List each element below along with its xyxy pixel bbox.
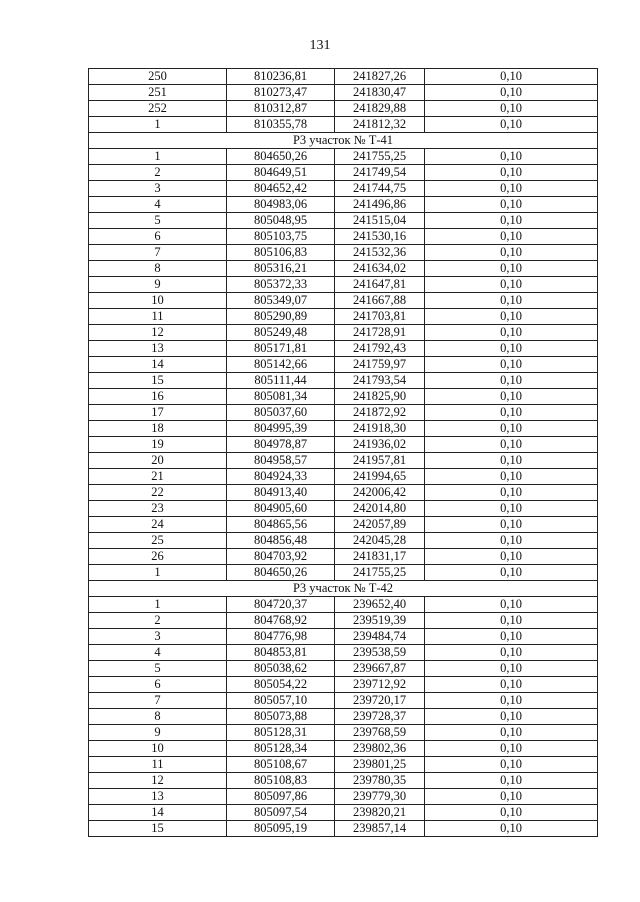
accuracy-cell: 0,10 — [425, 309, 598, 325]
y-coordinate-cell: 241872,92 — [335, 405, 425, 421]
point-number-cell: 17 — [89, 405, 227, 421]
x-coordinate-cell: 804652,42 — [227, 181, 335, 197]
y-coordinate-cell: 241634,02 — [335, 261, 425, 277]
point-number-cell: 4 — [89, 645, 227, 661]
x-coordinate-cell: 810355,78 — [227, 117, 335, 133]
accuracy-cell: 0,10 — [425, 245, 598, 261]
table-row — [89, 437, 598, 453]
x-coordinate-cell: 805128,34 — [227, 741, 335, 757]
y-coordinate-cell: 241830,47 — [335, 85, 425, 101]
x-coordinate-cell: 805081,34 — [227, 389, 335, 405]
point-number-cell: 9 — [89, 277, 227, 293]
accuracy-cell: 0,10 — [425, 789, 598, 805]
point-number-cell: 7 — [89, 693, 227, 709]
x-coordinate-cell: 804649,51 — [227, 165, 335, 181]
section-title: Р3 участок № Т-42 — [89, 581, 598, 597]
table-row — [89, 677, 598, 693]
table-row — [89, 373, 598, 389]
x-coordinate-cell: 805316,21 — [227, 261, 335, 277]
y-coordinate-cell: 241667,88 — [335, 293, 425, 309]
point-number-cell: 11 — [89, 757, 227, 773]
x-coordinate-cell: 805048,95 — [227, 213, 335, 229]
accuracy-cell: 0,10 — [425, 501, 598, 517]
table-row — [89, 245, 598, 261]
accuracy-cell: 0,10 — [425, 773, 598, 789]
accuracy-cell: 0,10 — [425, 181, 598, 197]
x-coordinate-cell: 804983,06 — [227, 197, 335, 213]
x-coordinate-cell: 804913,40 — [227, 485, 335, 501]
y-coordinate-cell: 241532,36 — [335, 245, 425, 261]
point-number-cell: 24 — [89, 517, 227, 533]
point-number-cell: 12 — [89, 773, 227, 789]
table-row — [89, 661, 598, 677]
accuracy-cell: 0,10 — [425, 389, 598, 405]
table-row — [89, 213, 598, 229]
y-coordinate-cell: 239652,40 — [335, 597, 425, 613]
y-coordinate-cell: 241792,43 — [335, 341, 425, 357]
y-coordinate-cell: 241994,65 — [335, 469, 425, 485]
point-number-cell: 10 — [89, 741, 227, 757]
section-title: Р3 участок № Т-41 — [89, 133, 598, 149]
y-coordinate-cell: 241827,26 — [335, 69, 425, 85]
accuracy-cell: 0,10 — [425, 373, 598, 389]
table-row — [89, 165, 598, 181]
accuracy-cell: 0,10 — [425, 421, 598, 437]
x-coordinate-cell: 805106,83 — [227, 245, 335, 261]
table-row — [89, 613, 598, 629]
accuracy-cell: 0,10 — [425, 693, 598, 709]
point-number-cell: 22 — [89, 485, 227, 501]
x-coordinate-cell: 805111,44 — [227, 373, 335, 389]
accuracy-cell: 0,10 — [425, 645, 598, 661]
x-coordinate-cell: 805171,81 — [227, 341, 335, 357]
point-number-cell: 5 — [89, 213, 227, 229]
accuracy-cell: 0,10 — [425, 629, 598, 645]
point-number-cell: 13 — [89, 789, 227, 805]
point-number-cell: 6 — [89, 229, 227, 245]
table-row — [89, 293, 598, 309]
point-number-cell: 2 — [89, 165, 227, 181]
table-row — [89, 597, 598, 613]
x-coordinate-cell: 805128,31 — [227, 725, 335, 741]
table-row — [89, 325, 598, 341]
x-coordinate-cell: 810236,81 — [227, 69, 335, 85]
y-coordinate-cell: 241496,86 — [335, 197, 425, 213]
y-coordinate-cell: 239720,17 — [335, 693, 425, 709]
point-number-cell: 10 — [89, 293, 227, 309]
page-number: 131 — [309, 38, 331, 53]
accuracy-cell: 0,10 — [425, 469, 598, 485]
accuracy-cell: 0,10 — [425, 485, 598, 501]
y-coordinate-cell: 241825,90 — [335, 389, 425, 405]
table-row — [89, 101, 598, 117]
point-number-cell: 9 — [89, 725, 227, 741]
accuracy-cell: 0,10 — [425, 613, 598, 629]
accuracy-cell: 0,10 — [425, 69, 598, 85]
table-row — [89, 405, 598, 421]
table-row — [89, 453, 598, 469]
x-coordinate-cell: 804703,92 — [227, 549, 335, 565]
y-coordinate-cell: 239801,25 — [335, 757, 425, 773]
table-row — [89, 181, 598, 197]
table-row — [89, 357, 598, 373]
accuracy-cell: 0,10 — [425, 533, 598, 549]
y-coordinate-cell: 241515,04 — [335, 213, 425, 229]
x-coordinate-cell: 804905,60 — [227, 501, 335, 517]
point-number-cell: 1 — [89, 597, 227, 613]
accuracy-cell: 0,10 — [425, 357, 598, 373]
y-coordinate-cell: 239779,30 — [335, 789, 425, 805]
accuracy-cell: 0,10 — [425, 197, 598, 213]
table-row — [89, 725, 598, 741]
table-row — [89, 805, 598, 821]
accuracy-cell: 0,10 — [425, 213, 598, 229]
accuracy-cell: 0,10 — [425, 341, 598, 357]
x-coordinate-cell: 805290,89 — [227, 309, 335, 325]
accuracy-cell: 0,10 — [425, 437, 598, 453]
y-coordinate-cell: 242014,80 — [335, 501, 425, 517]
accuracy-cell: 0,10 — [425, 101, 598, 117]
accuracy-cell: 0,10 — [425, 277, 598, 293]
x-coordinate-cell: 804768,92 — [227, 613, 335, 629]
accuracy-cell: 0,10 — [425, 709, 598, 725]
x-coordinate-cell: 810312,87 — [227, 101, 335, 117]
table-row — [89, 773, 598, 789]
x-coordinate-cell: 804776,98 — [227, 629, 335, 645]
point-number-cell: 11 — [89, 309, 227, 325]
point-number-cell: 15 — [89, 373, 227, 389]
accuracy-cell: 0,10 — [425, 805, 598, 821]
y-coordinate-cell: 241793,54 — [335, 373, 425, 389]
accuracy-cell: 0,10 — [425, 517, 598, 533]
table-row — [89, 117, 598, 133]
accuracy-cell: 0,10 — [425, 405, 598, 421]
accuracy-cell: 0,10 — [425, 85, 598, 101]
accuracy-cell: 0,10 — [425, 261, 598, 277]
x-coordinate-cell: 805142,66 — [227, 357, 335, 373]
accuracy-cell: 0,10 — [425, 453, 598, 469]
accuracy-cell: 0,10 — [425, 757, 598, 773]
x-coordinate-cell: 805108,67 — [227, 757, 335, 773]
table-row — [89, 741, 598, 757]
y-coordinate-cell: 241530,16 — [335, 229, 425, 245]
y-coordinate-cell: 241812,32 — [335, 117, 425, 133]
point-number-cell: 3 — [89, 629, 227, 645]
table-row — [89, 709, 598, 725]
table-row — [89, 757, 598, 773]
y-coordinate-cell: 239802,36 — [335, 741, 425, 757]
point-number-cell: 20 — [89, 453, 227, 469]
y-coordinate-cell: 239857,14 — [335, 821, 425, 837]
y-coordinate-cell: 241647,81 — [335, 277, 425, 293]
x-coordinate-cell: 804995,39 — [227, 421, 335, 437]
x-coordinate-cell: 804853,81 — [227, 645, 335, 661]
x-coordinate-cell: 805372,33 — [227, 277, 335, 293]
x-coordinate-cell: 804720,37 — [227, 597, 335, 613]
point-number-cell: 2 — [89, 613, 227, 629]
x-coordinate-cell: 804958,57 — [227, 453, 335, 469]
x-coordinate-cell: 804650,26 — [227, 149, 335, 165]
table-row — [89, 501, 598, 517]
table-row — [89, 517, 598, 533]
accuracy-cell: 0,10 — [425, 229, 598, 245]
x-coordinate-cell: 805037,60 — [227, 405, 335, 421]
y-coordinate-cell: 239780,35 — [335, 773, 425, 789]
x-coordinate-cell: 804856,48 — [227, 533, 335, 549]
point-number-cell: 8 — [89, 261, 227, 277]
accuracy-cell: 0,10 — [425, 661, 598, 677]
y-coordinate-cell: 241918,30 — [335, 421, 425, 437]
table-row — [89, 69, 598, 85]
table-row — [89, 565, 598, 581]
point-number-cell: 25 — [89, 533, 227, 549]
point-number-cell: 1 — [89, 149, 227, 165]
table-row — [89, 85, 598, 101]
point-number-cell: 6 — [89, 677, 227, 693]
y-coordinate-cell: 241703,81 — [335, 309, 425, 325]
point-number-cell: 14 — [89, 805, 227, 821]
accuracy-cell: 0,10 — [425, 293, 598, 309]
point-number-cell: 8 — [89, 709, 227, 725]
table-row — [89, 261, 598, 277]
point-number-cell: 1 — [89, 117, 227, 133]
y-coordinate-cell: 239538,59 — [335, 645, 425, 661]
accuracy-cell: 0,10 — [425, 725, 598, 741]
accuracy-cell: 0,10 — [425, 165, 598, 181]
table-row — [89, 229, 598, 245]
x-coordinate-cell: 805054,22 — [227, 677, 335, 693]
accuracy-cell: 0,10 — [425, 117, 598, 133]
point-number-cell: 19 — [89, 437, 227, 453]
x-coordinate-cell: 804865,56 — [227, 517, 335, 533]
accuracy-cell: 0,10 — [425, 565, 598, 581]
y-coordinate-cell: 241755,25 — [335, 565, 425, 581]
point-number-cell: 3 — [89, 181, 227, 197]
point-number-cell: 15 — [89, 821, 227, 837]
accuracy-cell: 0,10 — [425, 741, 598, 757]
point-number-cell: 16 — [89, 389, 227, 405]
x-coordinate-cell: 804650,26 — [227, 565, 335, 581]
point-number-cell: 252 — [89, 101, 227, 117]
table-row — [89, 645, 598, 661]
coordinates-table — [88, 68, 598, 837]
table-row — [89, 789, 598, 805]
point-number-cell: 4 — [89, 197, 227, 213]
table-row — [89, 821, 598, 837]
section-header-row — [89, 133, 598, 149]
table-row — [89, 277, 598, 293]
point-number-cell: 14 — [89, 357, 227, 373]
x-coordinate-cell: 804978,87 — [227, 437, 335, 453]
table-row — [89, 469, 598, 485]
y-coordinate-cell: 242006,42 — [335, 485, 425, 501]
table-row — [89, 421, 598, 437]
point-number-cell: 26 — [89, 549, 227, 565]
y-coordinate-cell: 241728,91 — [335, 325, 425, 341]
coordinates-table-wrapper — [88, 68, 597, 837]
y-coordinate-cell: 241744,75 — [335, 181, 425, 197]
point-number-cell: 251 — [89, 85, 227, 101]
section-header-row — [89, 581, 598, 597]
point-number-cell: 7 — [89, 245, 227, 261]
y-coordinate-cell: 241957,81 — [335, 453, 425, 469]
table-row — [89, 629, 598, 645]
x-coordinate-cell: 805095,19 — [227, 821, 335, 837]
coordinates-table-body — [89, 69, 598, 837]
accuracy-cell: 0,10 — [425, 325, 598, 341]
y-coordinate-cell: 241831,17 — [335, 549, 425, 565]
point-number-cell: 12 — [89, 325, 227, 341]
x-coordinate-cell: 805057,10 — [227, 693, 335, 709]
x-coordinate-cell: 805073,88 — [227, 709, 335, 725]
point-number-cell: 1 — [89, 565, 227, 581]
table-row — [89, 485, 598, 501]
y-coordinate-cell: 239712,92 — [335, 677, 425, 693]
x-coordinate-cell: 805108,83 — [227, 773, 335, 789]
y-coordinate-cell: 241749,54 — [335, 165, 425, 181]
y-coordinate-cell: 239768,59 — [335, 725, 425, 741]
point-number-cell: 18 — [89, 421, 227, 437]
y-coordinate-cell: 239484,74 — [335, 629, 425, 645]
point-number-cell: 13 — [89, 341, 227, 357]
x-coordinate-cell: 805349,07 — [227, 293, 335, 309]
y-coordinate-cell: 241936,02 — [335, 437, 425, 453]
point-number-cell: 23 — [89, 501, 227, 517]
x-coordinate-cell: 810273,47 — [227, 85, 335, 101]
y-coordinate-cell: 242057,89 — [335, 517, 425, 533]
y-coordinate-cell: 241759,97 — [335, 357, 425, 373]
accuracy-cell: 0,10 — [425, 149, 598, 165]
x-coordinate-cell: 805103,75 — [227, 229, 335, 245]
y-coordinate-cell: 241755,25 — [335, 149, 425, 165]
y-coordinate-cell: 239728,37 — [335, 709, 425, 725]
accuracy-cell: 0,10 — [425, 597, 598, 613]
x-coordinate-cell: 805097,54 — [227, 805, 335, 821]
table-row — [89, 197, 598, 213]
x-coordinate-cell: 805097,86 — [227, 789, 335, 805]
table-row — [89, 309, 598, 325]
table-row — [89, 341, 598, 357]
y-coordinate-cell: 239519,39 — [335, 613, 425, 629]
x-coordinate-cell: 805249,48 — [227, 325, 335, 341]
table-row — [89, 149, 598, 165]
point-number-cell: 5 — [89, 661, 227, 677]
table-row — [89, 549, 598, 565]
y-coordinate-cell: 241829,88 — [335, 101, 425, 117]
x-coordinate-cell: 805038,62 — [227, 661, 335, 677]
point-number-cell: 250 — [89, 69, 227, 85]
point-number-cell: 21 — [89, 469, 227, 485]
accuracy-cell: 0,10 — [425, 821, 598, 837]
y-coordinate-cell: 239820,21 — [335, 805, 425, 821]
table-row — [89, 533, 598, 549]
y-coordinate-cell: 242045,28 — [335, 533, 425, 549]
y-coordinate-cell: 239667,87 — [335, 661, 425, 677]
accuracy-cell: 0,10 — [425, 677, 598, 693]
accuracy-cell: 0,10 — [425, 549, 598, 565]
table-row — [89, 693, 598, 709]
x-coordinate-cell: 804924,33 — [227, 469, 335, 485]
table-row — [89, 389, 598, 405]
